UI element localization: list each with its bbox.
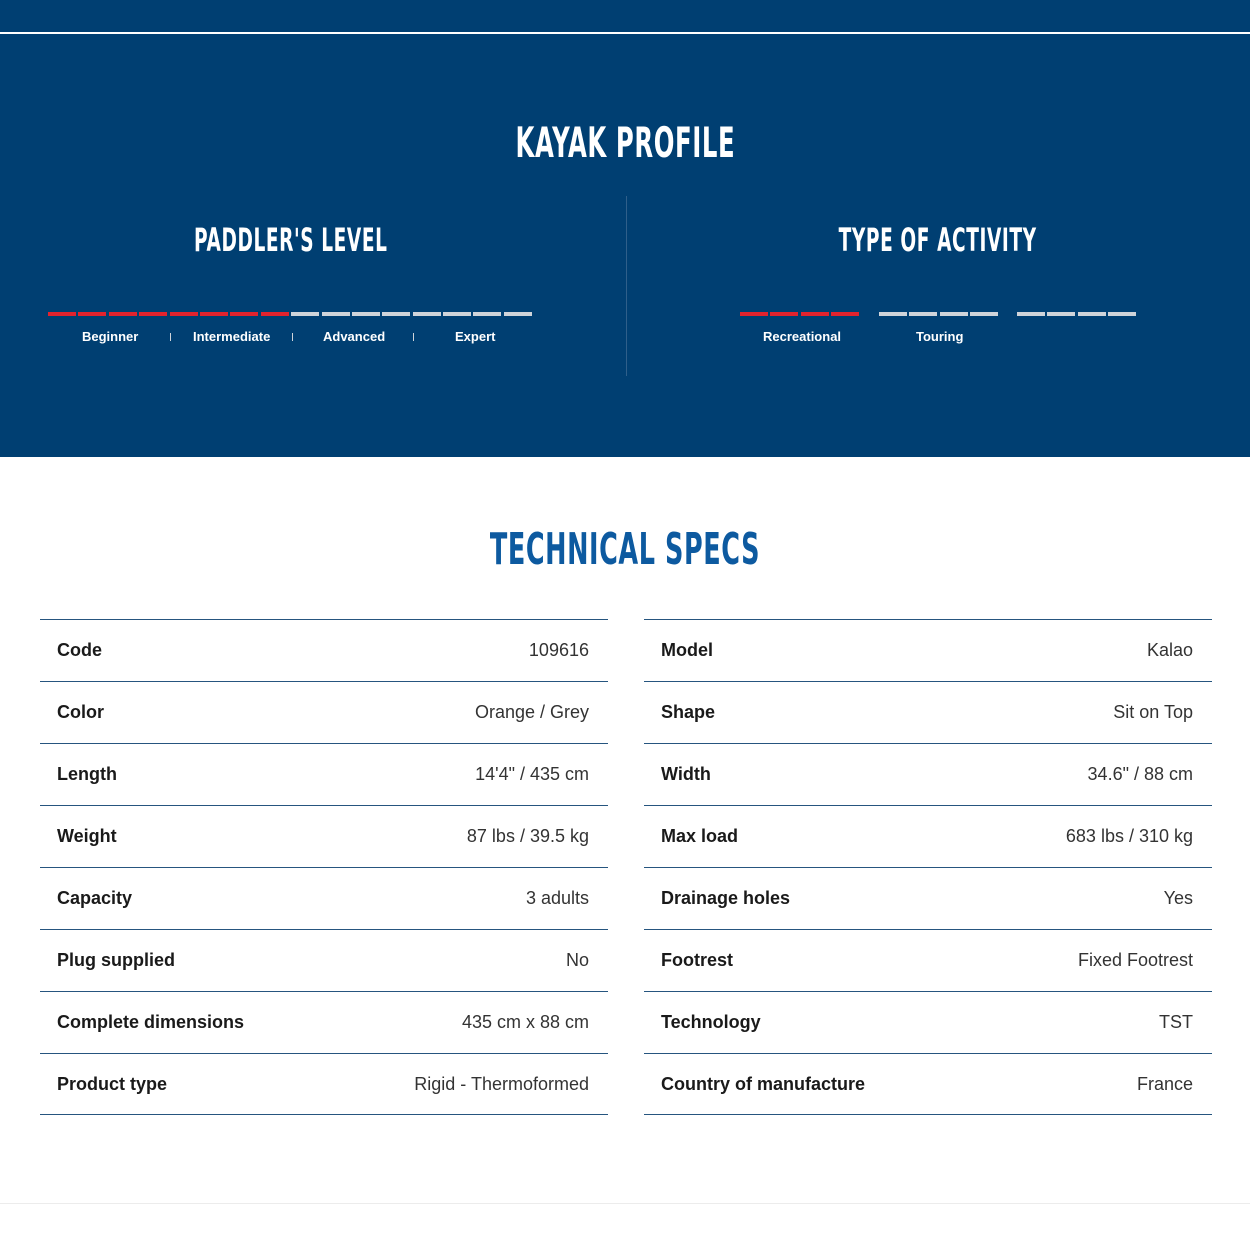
spec-row <box>644 991 1212 1053</box>
specs-table-left <box>40 619 608 1115</box>
spec-label: Plug supplied <box>57 950 176 970</box>
spec-label: Product type <box>57 1073 168 1094</box>
level-segment-active <box>78 312 106 316</box>
activity-segment-active <box>740 312 768 316</box>
page-bottom-rule <box>0 1203 1250 1204</box>
level-segment <box>413 312 441 316</box>
level-segment <box>443 312 471 316</box>
spec-label: Complete dimensions <box>57 1012 245 1032</box>
spec-label: Capacity <box>57 888 133 908</box>
activity-segment <box>970 312 998 316</box>
paddler-level-bar <box>48 312 534 317</box>
spec-label: Model <box>661 640 713 660</box>
activity-bar-third <box>1017 312 1139 317</box>
spec-value: 87 lbs / 39.5 kg <box>466 826 589 846</box>
level-segment-active <box>230 312 258 316</box>
level-segment-active <box>48 312 76 316</box>
spec-row <box>644 867 1212 929</box>
spec-row <box>644 681 1212 743</box>
kayak-profile-title: KAYAK PROFILE <box>515 118 735 167</box>
level-separator <box>413 333 414 341</box>
spec-value: Orange / Grey <box>474 702 589 722</box>
level-segment-active <box>170 312 198 316</box>
spec-value: Sit on Top <box>1113 702 1193 722</box>
spec-row <box>40 681 608 743</box>
spec-row <box>40 805 608 867</box>
spec-label: Drainage holes <box>661 888 791 908</box>
level-segment <box>382 312 410 316</box>
paddler-level-title: PADDLER'S LEVEL <box>194 221 388 259</box>
activity-bar-recreational <box>740 312 862 317</box>
spec-value: 683 lbs / 310 kg <box>1065 826 1193 846</box>
technical-specs-title: TECHNICAL SPECS <box>489 524 761 575</box>
spec-row <box>40 619 608 681</box>
activity-segment-active <box>801 312 829 316</box>
spec-label: Color <box>57 702 104 722</box>
spec-label: Footrest <box>661 950 733 970</box>
activity-segment <box>1108 312 1136 316</box>
level-segment-active <box>261 312 289 316</box>
activity-bar-touring <box>879 312 1001 317</box>
spec-value: France <box>1136 1073 1193 1094</box>
kayak-profile-section <box>0 0 1250 457</box>
spec-row <box>40 743 608 805</box>
specs-table-right <box>644 619 1212 1115</box>
spec-value: Yes <box>1163 888 1193 908</box>
activity-segment-active <box>770 312 798 316</box>
spec-row <box>644 619 1212 681</box>
spec-label: Country of manufacture <box>661 1073 866 1094</box>
spec-label: Shape <box>661 702 716 722</box>
activity-label-recreational: Recreational <box>763 329 842 344</box>
level-segment-active <box>139 312 167 316</box>
spec-value: Fixed Footrest <box>1077 950 1193 970</box>
spec-row <box>644 1053 1212 1115</box>
activity-segment <box>879 312 907 316</box>
spec-row <box>644 743 1212 805</box>
spec-row <box>40 929 608 991</box>
level-segment-active <box>109 312 137 316</box>
level-segment <box>291 312 319 316</box>
spec-label: Max load <box>661 826 739 846</box>
column-divider <box>626 196 627 376</box>
spec-value: No <box>565 950 589 970</box>
activity-segment <box>940 312 968 316</box>
level-label-beginner: Beginner <box>82 329 139 344</box>
spec-row <box>644 805 1212 867</box>
activity-segment <box>1078 312 1106 316</box>
activity-segment-active <box>831 312 859 316</box>
level-segment <box>322 312 350 316</box>
spec-value: 3 adults <box>525 888 589 908</box>
activity-label-touring: Touring <box>916 329 964 344</box>
spec-value: Rigid - Thermoformed <box>414 1073 589 1094</box>
activity-type-title: TYPE OF ACTIVITY <box>838 221 1037 259</box>
spec-row <box>644 929 1212 991</box>
spec-value: Kalao <box>1146 640 1193 660</box>
spec-value: 14'4" / 435 cm <box>475 764 589 784</box>
level-segment-active <box>200 312 228 316</box>
spec-label: Length <box>57 764 117 784</box>
spec-value: TST <box>1159 1012 1193 1032</box>
spec-label: Code <box>57 640 102 660</box>
spec-row <box>40 1053 608 1115</box>
spec-label: Weight <box>57 826 117 846</box>
level-segment <box>504 312 532 316</box>
spec-row <box>40 867 608 929</box>
level-segment <box>352 312 380 316</box>
spec-value: 109616 <box>528 640 589 660</box>
spec-label: Technology <box>661 1012 761 1032</box>
spec-value: 34.6" / 88 cm <box>1087 764 1193 784</box>
spec-row <box>40 991 608 1053</box>
spec-value: 435 cm x 88 cm <box>461 1012 589 1032</box>
spec-label: Width <box>661 764 711 784</box>
level-separator <box>292 333 293 341</box>
level-label-intermediate: Intermediate <box>193 329 271 344</box>
activity-segment <box>909 312 937 316</box>
level-separator <box>170 333 171 341</box>
level-label-advanced: Advanced <box>323 329 386 344</box>
top-rule <box>0 32 1250 34</box>
activity-segment <box>1047 312 1075 316</box>
level-segment <box>473 312 501 316</box>
level-label-expert: Expert <box>455 329 496 344</box>
activity-segment <box>1017 312 1045 316</box>
